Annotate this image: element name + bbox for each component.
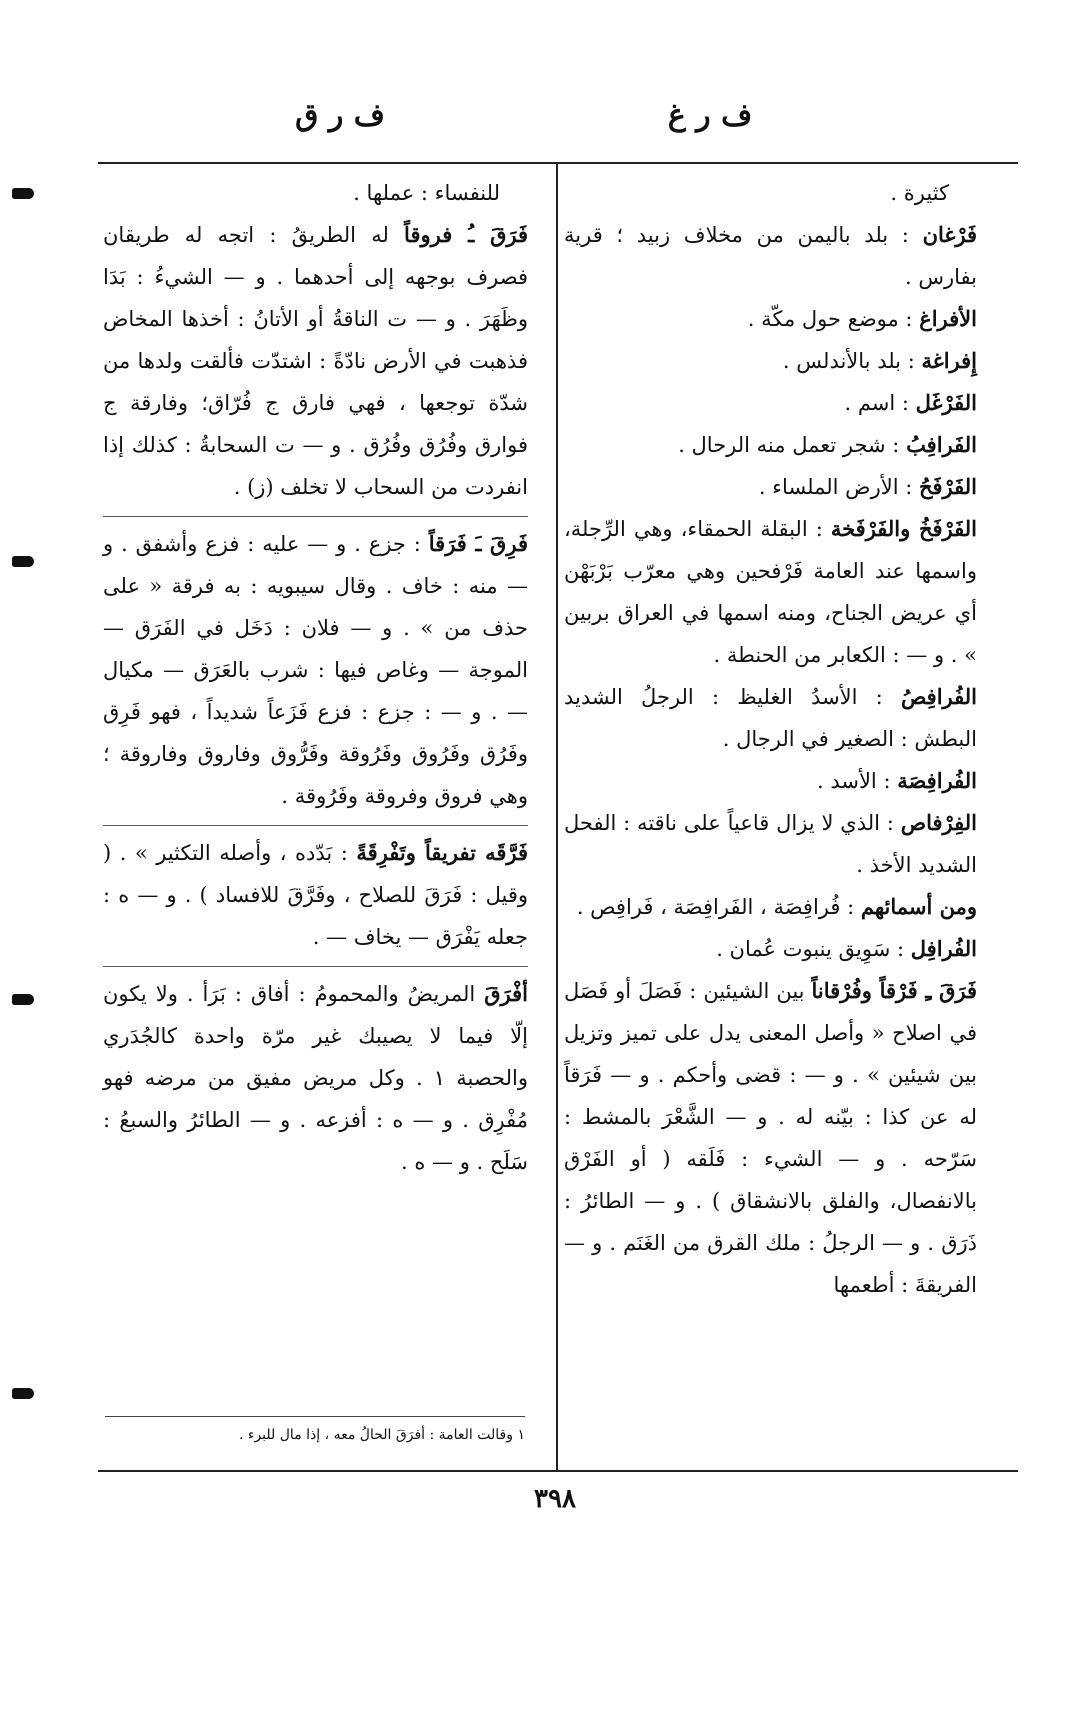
entry [103, 172, 528, 214]
entry-text: : الذي لا يزال قاعياً على ناقته : الفحل الشديد الأخذ . [564, 811, 977, 877]
entry-headword: فَرْغان [922, 222, 977, 247]
entry-text: : فُرافِصَة ، الفَرافِصَة ، فَرافِص . [576, 895, 861, 919]
entry-headword: ومن أسمائهم [860, 894, 977, 919]
column-divider [556, 162, 558, 1470]
entry-text: : بَدّده ، وأصله التكثير » . ( وقيل : فَرَقَ للصلاح ، وفَرَّقَ للافساد ) . و — ه : جعله يَفْرَق — يخاف — . [103, 841, 528, 949]
left-column [103, 172, 528, 1183]
entry [564, 298, 977, 340]
entry-separator [103, 516, 528, 517]
entry-text: : الأرض الملساء . [758, 475, 919, 499]
right-column [564, 172, 977, 1306]
margin-mark [12, 556, 34, 567]
entry-text: للنفساء : عملها . [353, 181, 500, 205]
entry-headword: الفَرافِبُ [906, 432, 977, 457]
entry-text: : موضع حول مكّة . [747, 307, 920, 331]
entry [564, 382, 977, 424]
entry [564, 928, 977, 970]
entry-headword: الفُرافِصَة [897, 768, 977, 793]
entry-headword: الفَرْفَخُ والفَرْفَخة [830, 516, 978, 541]
entry-headword: الفَرْغَل [915, 390, 977, 415]
entry-headword: الأفراغ [919, 306, 977, 331]
entry [564, 508, 977, 676]
entry-text: : شجر تعمل منه الرحال . [678, 433, 907, 457]
header-right-root: ف ر غ [667, 98, 753, 133]
entry-text: بين الشيئين : فَصَلَ أو فَصَل في اصلاح « وأصل المعنى يدل على تميز وتزيل بين شيئين » . و — : قضى وأحكم . و — فَرَقاً له عن كذا : بيّنه له . و — الشَّعْرَ بالمشط : سَرّحه . و — الشيء : فَلَقه ( أو الفَرْق بالانفصال، والفلق بالانشقاق ) . و — الطائرُ : ذَرَق . و — الرجلُ : ملك القرق من الغَنَم . و — الفريقةَ : أطعمها [564, 979, 977, 1297]
entry-separator [103, 825, 528, 826]
top-rule [98, 162, 1018, 164]
margin-mark [12, 188, 34, 199]
entry [103, 214, 528, 508]
entry-headword: أفْرَقَ [484, 981, 528, 1006]
entry-headword: الفِرْفاص [900, 810, 977, 835]
entry [103, 832, 528, 958]
entry-headword: فَرَقَ ـُ فروقاً [404, 222, 528, 247]
footnote-rule [105, 1416, 525, 1417]
entry-text: : سَوِيق ينبوت عُمان . [716, 937, 911, 961]
entry-headword: فَرَّقَه تفريقاً وتَفْرِقَةً [356, 840, 528, 865]
entry [564, 760, 977, 802]
entry-headword: فَرِقَ ـَ فَرَقاً [428, 531, 528, 556]
entry-headword: إِفراغة [921, 348, 977, 373]
entry [564, 424, 977, 466]
entry [564, 172, 977, 214]
page-number: ٣٩٨ [534, 1484, 576, 1514]
footnote: ١ وقالت العامة : أفرَقَ الحالُ معه ، إذا مال للبرء . [238, 1427, 525, 1443]
entry-text: : بلد باليمن من مخلاف زبيد ؛ قرية بفارس . [564, 223, 977, 289]
entry-text: المريضُ والمحمومُ : أفاق : بَرَأ . ولا يكون إلّا فيما لا يصيبك غير مرّة واحدة كالجُدَري والحصبة ١ . وكل مريض مفيق من مرضه فهو مُفْرِق . و — ه : أفزعه . و — الطائرُ والسبعُ : سَلَح . و — ه . [103, 982, 528, 1174]
entry-text: : الأسدُ الغليظ : الرجلُ الشديد البطش : الصغير في الرجال . [564, 685, 977, 751]
entry [103, 523, 528, 817]
entry [564, 970, 977, 1306]
entry-headword: الفُرافِل [910, 936, 977, 961]
entry [564, 676, 977, 760]
entry-text: كثيرة . [890, 181, 949, 205]
entry [564, 340, 977, 382]
entry-text: : جزع . و — عليه : فزع وأشفق . و — منه : خاف . وقال سيبويه : به فرقة « على حذف من » . و — فلان : دَخَل في الفَرَق — الموجة — وغاص فيها : شرب بالعَرَق — مكيال — . و — : جزع : فزع فَزَعاً شديداً ، فهو فَرِق وفَرُق وفَرُوق وفَرُوقة وفَرُّوق وفاروق وفاروقة ؛ وهي فروق وفروقة وفَرُوقة . [103, 532, 528, 808]
entry-text: : اسم . [844, 391, 916, 415]
entry [103, 973, 528, 1183]
entry-headword: فَرَقَ ـِ فَرْقاً وفُرْقاناً [811, 978, 977, 1003]
entry [564, 802, 977, 886]
entry-text: : البقلة الحمقاء، وهي الرِّجلة، واسمها عند العامة فَرْفحين وهي معرّب بَرْبَهْن أي عريض الجناح، ومنه اسمها في العراق بربين » . و — : الكعابر من الحنطة . [564, 517, 977, 667]
header-left-root: ف ر ق [295, 98, 385, 133]
entry-text: له الطريقُ : اتجه له طريقان فصرف بوجهه إلى أحدهما . و — الشيءُ : بَدَا وظَهَرَ . و — ت الناقةُ أو الأتانُ : أخذها المخاض فذهبت في الأرض نادّةً : اشتدّت فألقت ولدها من شدّة توجعها ، فهي فارق ج فُرّاق؛ وفارقة ج فوارق وفُرُق وفُرُق . و — ت السحابةُ : كذلك إذا انفردت من السحاب لا تخلف (ز) . [103, 223, 528, 499]
entry-separator [103, 966, 528, 967]
margin-mark [12, 1388, 34, 1399]
bottom-rule [98, 1470, 1018, 1472]
entry-headword: الفَرْفَحُ [918, 474, 977, 499]
entry-text: : بلد بالأندلس . [782, 349, 922, 373]
entry [564, 214, 977, 298]
entry [564, 466, 977, 508]
entry [564, 886, 977, 928]
margin-mark [12, 994, 34, 1005]
entry-headword: الفُرافِصُ [900, 684, 977, 709]
entry-text: : الأسد . [816, 769, 898, 793]
